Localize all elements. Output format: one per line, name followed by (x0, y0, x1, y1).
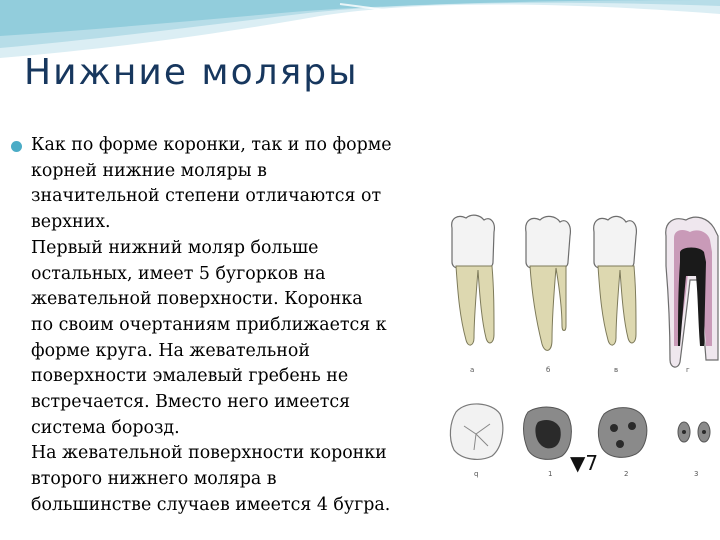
text-line: Первый нижний моляр больше (31, 237, 319, 258)
section-label: q (474, 470, 479, 478)
occlusal-view (450, 404, 502, 459)
cross-section-3 (678, 422, 710, 442)
text-line: большинстве случаев имеется 4 бугра. (31, 494, 391, 515)
tooth-section-g (666, 217, 718, 367)
tooth-view-b (526, 216, 571, 350)
slide-title: Нижние моляры (24, 52, 359, 93)
text-line: поверхности эмалевый гребень не (31, 366, 349, 387)
cross-section-2 (598, 408, 646, 458)
text-line: верхних. (31, 212, 111, 233)
text-line: корней нижние моляры в (31, 160, 267, 181)
text-line: значительной степени отличаются от (31, 186, 382, 207)
section-label: 3 (694, 470, 699, 478)
molar-illustration (440, 200, 720, 540)
section-label: 1 (548, 470, 553, 478)
text-line: встречается. Вместо него имеется (31, 392, 351, 413)
cross-section-1 (524, 407, 572, 459)
text-line: остальных, имеет 5 бугорков на (31, 263, 326, 284)
tooth-view-v (594, 216, 637, 345)
text-line: по своим очертаниям приближается к (31, 314, 387, 335)
text-line: жевательной поверхности. Коронка (31, 289, 363, 310)
text-line: Как по форме коронки, так и по форме (31, 135, 392, 155)
section-label: 2 (624, 470, 629, 478)
bullet-icon (11, 141, 22, 152)
text-line: второго нижнего моляра в (31, 469, 277, 490)
text-line: форме круга. На жевательной (31, 340, 310, 361)
view-label: г (686, 366, 690, 374)
body-text (31, 133, 461, 519)
view-label: а (470, 366, 475, 374)
tooth-view-a (452, 215, 495, 345)
header-wave-decoration (0, 0, 720, 60)
text-line: система борозд. (31, 417, 180, 438)
view-label: б (546, 366, 551, 374)
view-label: в (614, 366, 619, 374)
text-line: На жевательной поверхности коронки (31, 443, 387, 464)
figure-number: ▼7 (570, 451, 599, 475)
